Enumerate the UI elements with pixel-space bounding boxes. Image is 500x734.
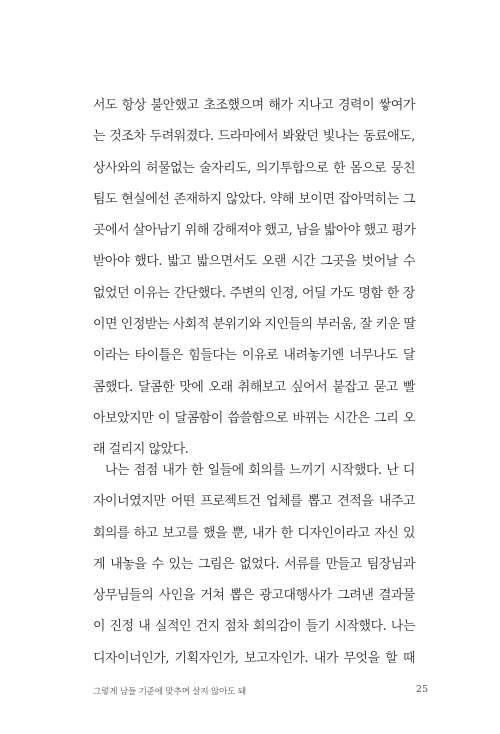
- text-line: 없었던 이유는 간단했다. 주변의 인정, 어딜 가도 명함 한 장: [93, 285, 415, 301]
- text-line: 상사와의 허물없는 술자리도, 의기투합으로 한 몸으로 뭉친: [93, 160, 415, 176]
- text-line: 게 내놓을 수 있는 그림은 없었다. 서류를 만들고 팀장님과: [93, 556, 415, 572]
- text-line: 팀도 현실에선 존재하지 않았다. 약해 보이면 잡아먹히는 그: [93, 191, 415, 207]
- text-line: 곳에서 살아남기 위해 강해져야 했고, 남을 밟아야 했고 평가: [93, 223, 416, 239]
- text-line: 회의를 하고 보고를 했을 뿐, 내가 한 디자인이라고 자신 있: [93, 525, 415, 541]
- text-line: 받아야 했다. 밟고 밟으면서도 오랜 시간 그곳을 벗어날 수: [93, 254, 415, 270]
- text-line: 서도 항상 불안했고 초조했으며 해가 지나고 경력이 쌓여가: [93, 98, 415, 113]
- text-line: 이면 인정받는 사회적 분위기와 지인들의 부러움, 잘 키운 딸: [93, 317, 416, 333]
- text-line: 이라는 타이틀은 힘들다는 이유로 내려놓기엔 너무나도 달: [93, 348, 415, 364]
- text-line: 이 진정 내 실적인 건지 점차 회의감이 들기 시작했다. 나는: [93, 619, 415, 635]
- text-line: 나는 점점 내가 한 일들에 회의를 느끼기 시작했다. 난 디: [105, 463, 415, 478]
- text-line: 는 것조차 두려워졌다. 드라마에서 봐왔던 빛나는 동료애도,: [93, 129, 415, 145]
- text-line: 래 걸리지 않았다.: [93, 442, 189, 458]
- text-line: 상무님들의 사인을 거쳐 뽑은 광고대행사가 그려낸 결과물: [93, 588, 415, 604]
- text-line: 디자이너인가, 기획자인가, 보고자인가. 내가 무엇을 할 때: [93, 650, 415, 666]
- paragraph-1: [93, 90, 415, 466]
- text-line: 아보았지만 이 달콤함이 씁쓸함으로 바뀌는 시간은 그리 오: [93, 410, 415, 426]
- running-footer-title: 그렇게 남들 기준에 맞추며 살지 않아도 돼: [93, 687, 246, 697]
- text-line: 자이너였지만 어떤 프로젝트건 업체를 뽑고 견적을 내주고: [93, 494, 415, 510]
- text-line: 콤했다. 달콤한 맛에 오래 취해보고 싶어서 붙잡고 묻고 빨: [93, 379, 415, 395]
- paragraph-2: [93, 455, 415, 674]
- page-number: 25: [415, 684, 428, 695]
